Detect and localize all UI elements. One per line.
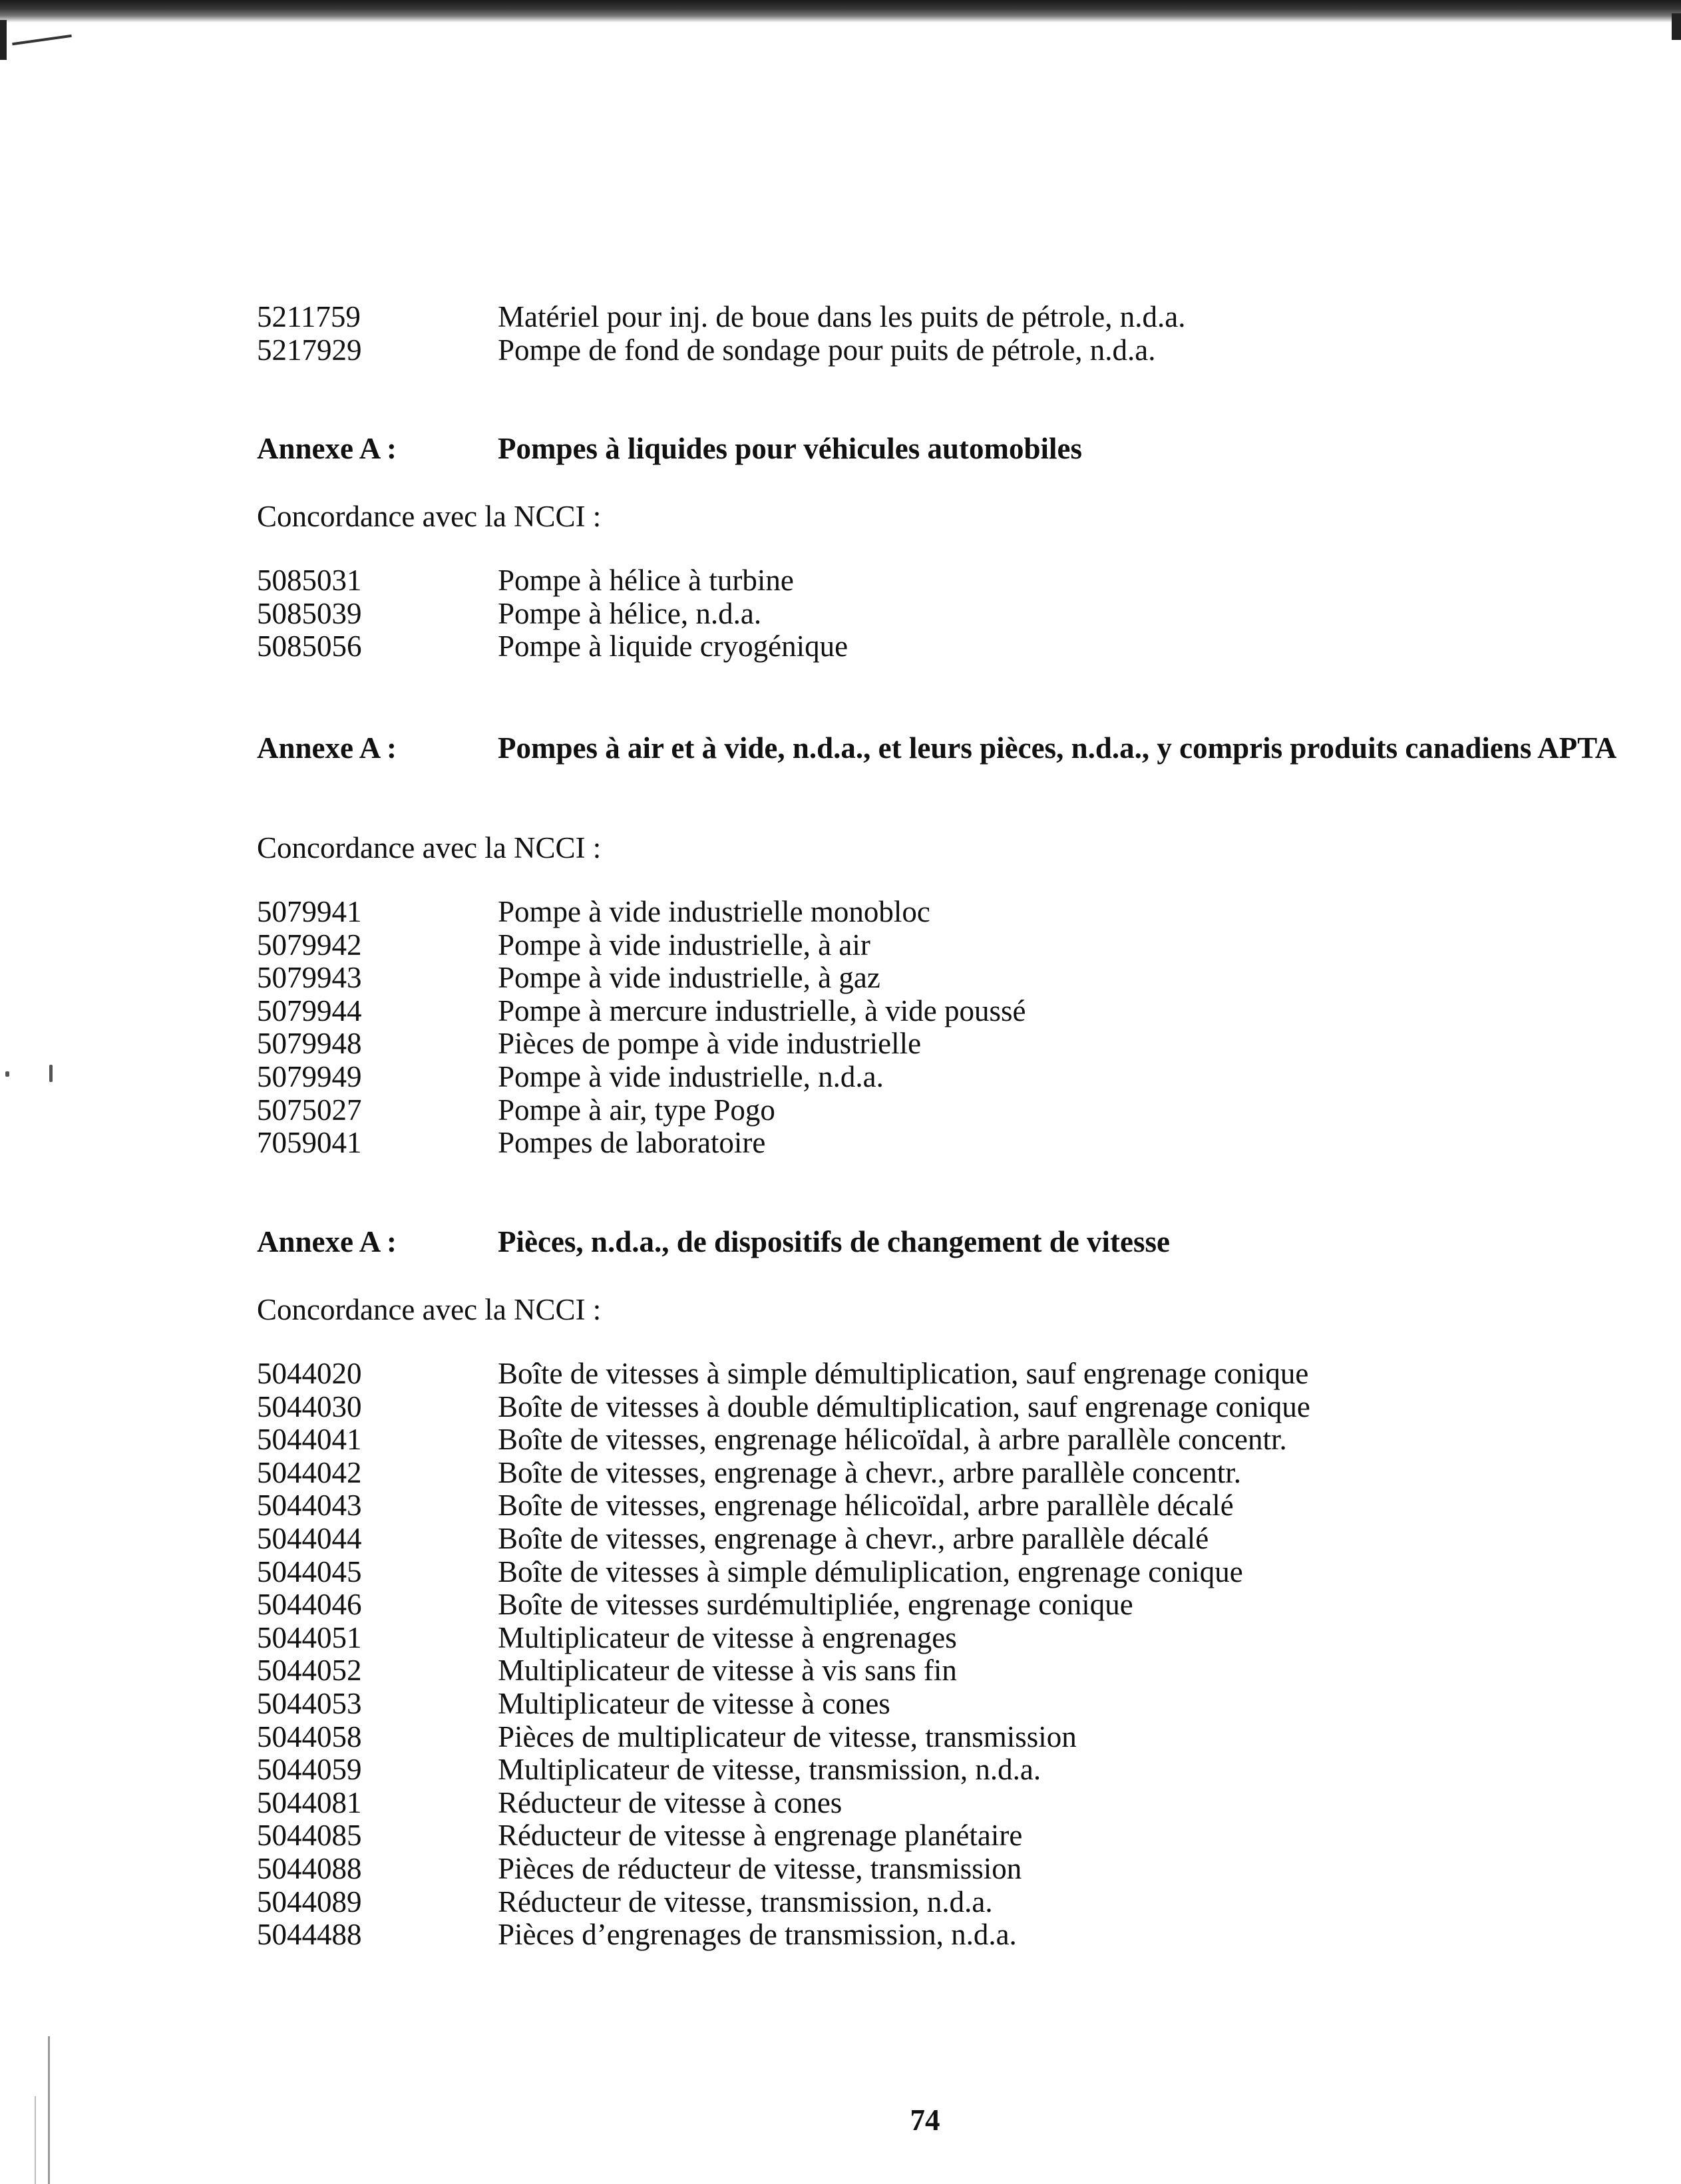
item-code: 5044081 — [257, 1785, 362, 1819]
item-description: Boîte de vitesses, engrenage hélicoïdal, à arbre parallèle concentr. — [498, 1423, 1287, 1457]
item-description: Réducteur de vitesse à cones — [498, 1785, 842, 1819]
item-code: 5044053 — [257, 1686, 362, 1720]
item-code: 5044085 — [257, 1819, 362, 1853]
item-description: Pièces de pompe à vide industrielle — [498, 1027, 922, 1061]
item-code: 5079943 — [257, 961, 362, 995]
item-code: 5044059 — [257, 1753, 362, 1787]
item-description: Pompe à hélice à turbine — [498, 564, 794, 597]
item-code: 5044042 — [257, 1455, 362, 1489]
item-code: 5044044 — [257, 1521, 362, 1555]
item-description: Matériel pour inj. de boue dans les puits de pétrole, n.d.a. — [498, 300, 1186, 333]
item-description: Multiplicateur de vitesse à engrenages — [498, 1620, 957, 1654]
annex-label: Annexe A : — [257, 1225, 397, 1258]
annex-title: Pompes à liquides pour véhicules automobiles — [498, 432, 1083, 465]
concordance-label: Concordance avec la NCCI : — [257, 500, 602, 533]
item-description: Réducteur de vitesse à engrenage planétaire — [498, 1819, 1023, 1853]
item-description: Pompe à vide industrielle, à gaz — [498, 961, 880, 995]
item-description: Pompe à vide industrielle monobloc — [498, 895, 930, 928]
item-code: 5044043 — [257, 1489, 362, 1523]
concordance-label: Concordance avec la NCCI : — [257, 1293, 602, 1326]
item-code: 5079944 — [257, 994, 362, 1027]
item-code: 5044041 — [257, 1423, 362, 1457]
item-description: Réducteur de vitesse, transmission, n.d.a. — [498, 1885, 993, 1918]
item-code: 5085039 — [257, 596, 362, 630]
concordance-label: Concordance avec la NCCI : — [257, 831, 602, 864]
item-description: Multiplicateur de vitesse à cones — [498, 1686, 890, 1720]
item-description: Pompes de laboratoire — [498, 1126, 766, 1160]
item-code: 5044045 — [257, 1554, 362, 1588]
item-description: Pièces de réducteur de vitesse, transmission — [498, 1851, 1022, 1885]
item-description: Boîte de vitesses surdémultipliée, engrenage conique — [498, 1588, 1133, 1622]
item-code: 5079942 — [257, 928, 362, 962]
item-description: Pompe à vide industrielle, à air — [498, 928, 870, 962]
item-code: 7059041 — [257, 1126, 362, 1160]
item-description: Boîte de vitesses à double démultiplication, sauf engrenage conique — [498, 1389, 1310, 1423]
item-code: 5075027 — [257, 1093, 362, 1127]
annex-title: Pièces, n.d.a., de dispositifs de changement de vitesse — [498, 1225, 1170, 1258]
item-code: 5079941 — [257, 895, 362, 928]
item-description: Multiplicateur de vitesse à vis sans fin — [498, 1654, 957, 1688]
item-description: Boîte de vitesses, engrenage à chevr., arbre parallèle concentr. — [498, 1455, 1241, 1489]
item-description: Boîte de vitesses à simple démuliplication, engrenage conique — [498, 1554, 1243, 1588]
item-code: 5044052 — [257, 1654, 362, 1688]
item-description: Boîte de vitesses, engrenage hélicoïdal, arbre parallèle décalé — [498, 1489, 1234, 1523]
item-code: 5044058 — [257, 1720, 362, 1753]
item-code: 5044030 — [257, 1389, 362, 1423]
item-code: 5085056 — [257, 630, 362, 663]
annex-label: Annexe A : — [257, 432, 397, 465]
item-code: 5085031 — [257, 564, 362, 597]
item-code: 5217929 — [257, 333, 362, 367]
item-code: 5044088 — [257, 1851, 362, 1885]
item-description: Pompe à mercure industrielle, à vide poussé — [498, 994, 1026, 1027]
item-code: 5044488 — [257, 1918, 362, 1952]
item-description: Boîte de vitesses, engrenage à chevr., arbre parallèle décalé — [498, 1521, 1209, 1555]
item-description: Pompe à hélice, n.d.a. — [498, 596, 762, 630]
item-code: 5211759 — [257, 300, 361, 333]
item-code: 5044020 — [257, 1357, 362, 1390]
annex-title: Pompes à air et à vide, n.d.a., et leurs pièces, n.d.a., y compris produits canadiens APTA — [498, 731, 1617, 765]
item-description: Pompe à air, type Pogo — [498, 1093, 775, 1127]
item-description: Pièces d’engrenages de transmission, n.d.a. — [498, 1918, 1017, 1952]
item-description: Pompe à liquide cryogénique — [498, 630, 848, 663]
page-number: 74 — [910, 2103, 940, 2137]
item-description: Pompe de fond de sondage pour puits de pétrole, n.d.a. — [498, 333, 1156, 367]
item-description: Pompe à vide industrielle, n.d.a. — [498, 1059, 884, 1093]
item-description: Boîte de vitesses à simple démultiplication, sauf engrenage conique — [498, 1357, 1309, 1390]
item-description: Multiplicateur de vitesse, transmission, n.d.a. — [498, 1753, 1041, 1787]
item-code: 5079948 — [257, 1027, 362, 1061]
item-code: 5044051 — [257, 1620, 362, 1654]
item-code: 5044046 — [257, 1588, 362, 1622]
item-code: 5079949 — [257, 1059, 362, 1093]
item-description: Pièces de multiplicateur de vitesse, transmission — [498, 1720, 1077, 1753]
annex-label: Annexe A : — [257, 731, 397, 765]
item-code: 5044089 — [257, 1885, 362, 1918]
